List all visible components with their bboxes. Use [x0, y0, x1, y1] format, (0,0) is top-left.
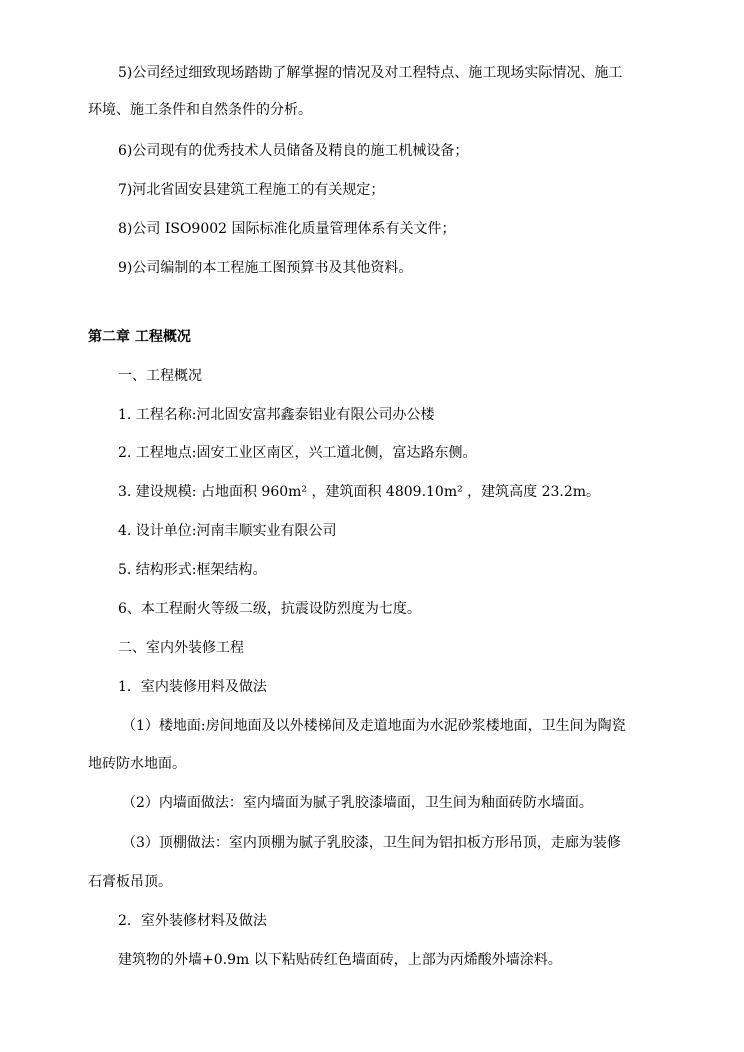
basis-item-7: 7)河北省固安县建筑工程施工的有关规定；	[118, 182, 385, 198]
project-name: 1. 工程名称:河北固安富邦鑫泰铝业有限公司办公楼	[118, 407, 435, 423]
basis-item-8: 8)公司 ISO9002 国际标准化质量管理体系有关文件；	[118, 221, 456, 237]
section-two-title: 二、室内外装修工程	[118, 640, 244, 656]
floor-finish-continued: 地砖防水地面。	[88, 756, 186, 772]
ceiling-finish-continued: 石膏板吊顶。	[88, 874, 172, 890]
ceiling-finish: （3）顶棚做法：室内顶棚为腻子乳胶漆，卫生间为铝扣板方形吊顶，走廊为装修	[122, 835, 621, 851]
project-location: 2. 工程地点:固安工业区南区，兴工道北侧，富达路东侧。	[118, 445, 477, 461]
exterior-wall-finish: 建筑物的外墙+0.9m 以下粘贴砖红色墙面砖，上部为丙烯酸外墙涂料。	[118, 952, 562, 968]
basis-item-5-continued: 环境、施工条件和自然条件的分析。	[88, 102, 312, 118]
construction-scale: 3. 建设规模: 占地面积 960m² ，建筑面积 4809.10m² ，建筑高度 23.2m。	[118, 484, 601, 500]
chapter-title: 第二章 工程概况	[88, 329, 191, 345]
structure-type: 5. 结构形式:框架结构。	[118, 562, 267, 578]
basis-item-9: 9)公司编制的本工程施工图预算书及其他资料。	[118, 260, 413, 276]
section-one-title: 一、工程概况	[118, 368, 202, 384]
floor-finish: （1）楼地面:房间地面及以外楼梯间及走道地面为水泥砂浆楼地面，卫生间为陶瓷	[122, 718, 626, 734]
exterior-materials-title: 2．室外装修材料及做法	[118, 913, 267, 929]
interior-wall-finish: （2）内墙面做法：室内墙面为腻子乳胶漆墙面，卫生间为釉面砖防水墙面。	[122, 795, 593, 811]
design-unit: 4. 设计单位:河南丰顺实业有限公司	[118, 523, 337, 539]
interior-materials-title: 1．室内装修用料及做法	[118, 679, 267, 695]
basis-item-5: 5)公司经过细致现场踏勘了解掌握的情况及对工程特点、施工现场实际情况、施工	[118, 65, 623, 81]
basis-item-6: 6)公司现有的优秀技术人员储备及精良的施工机械设备；	[118, 143, 469, 159]
fire-rating: 6、本工程耐火等级二级，抗震设防烈度为七度。	[118, 601, 421, 617]
